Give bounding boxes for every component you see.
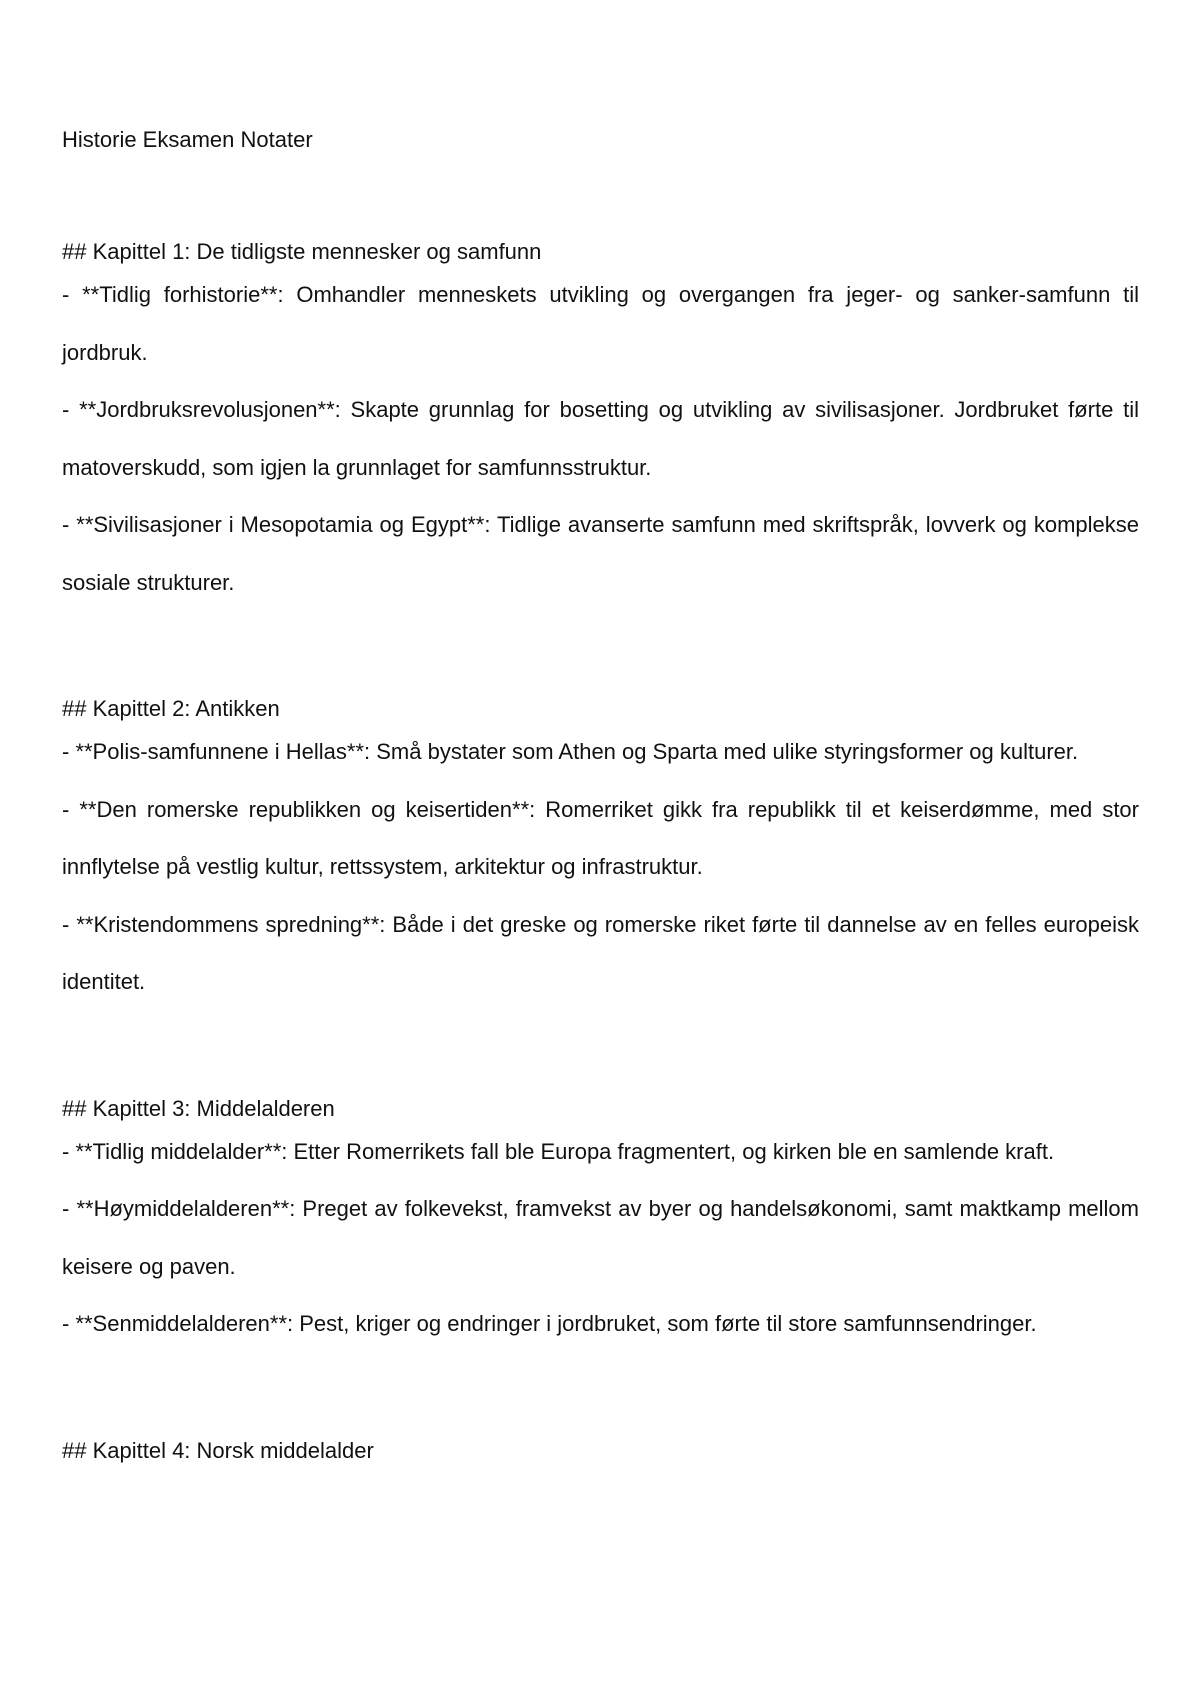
section-chapter-2 [62, 681, 1139, 1025]
list-item: - **Sivilisasjoner i Mesopotamia og Egypt**: Tidlige avanserte samfunn med skriftspråk, lovverk og komplekse sosiale strukturer. [62, 512, 1139, 595]
section-chapter-3 [62, 1081, 1139, 1367]
list-item: - **Tidlig middelalder**: Etter Romerrikets fall ble Europa fragmentert, og kirken ble en samlende kraft. [62, 1138, 1055, 1164]
section-chapter-1 [62, 224, 1139, 625]
section-heading: ## Kapittel 2: Antikken [62, 696, 280, 721]
section-chapter-4 [62, 1423, 1139, 1479]
list-item: - **Senmiddelalderen**: Pest, kriger og endringer i jordbruket, som førte til store samfunnsendringer. [62, 1311, 1037, 1336]
list-item: - **Polis-samfunnene i Hellas**: Små bystater som Athen og Sparta med ulike styringsformer og kulturer. [62, 739, 1079, 764]
list-item: - **Kristendommens spredning**: Både i det greske og romerske riket førte til dannelse av en felles europeisk identitet. [62, 911, 1139, 994]
list-item: - **Tidlig forhistorie**: Omhandler menneskets utvikling og overgangen fra jeger- og sanker-samfunn til jordbruk. [62, 282, 1139, 365]
section-heading: ## Kapittel 4: Norsk middelalder [62, 1437, 374, 1463]
document-body [62, 238, 1139, 1535]
section-heading: ## Kapittel 3: Middelalderen [62, 1095, 335, 1121]
list-item: - **Den romerske republikken og keisertiden**: Romerriket gikk fra republikk til et keiserdømme, med stor innflytelse på vestlig kultur, rettssystem, arkitektur og infrastruktur. [62, 796, 1139, 879]
section-heading: ## Kapittel 1: De tidligste mennesker og samfunn [62, 239, 542, 264]
list-item: - **Jordbruksrevolusjonen**: Skapte grunnlag for bosetting og utvikling av sivilisasjoner. Jordbruket førte til matoverskudd, som igjen la grunnlaget for samfunnsstruktur. [62, 397, 1139, 480]
document-title: Historie Eksamen Notater [62, 127, 313, 152]
list-item: - **Høymiddelalderen**: Preget av folkevekst, framvekst av byer og handelsøkonomi, samt maktkamp mellom keisere og paven. [62, 1196, 1139, 1279]
